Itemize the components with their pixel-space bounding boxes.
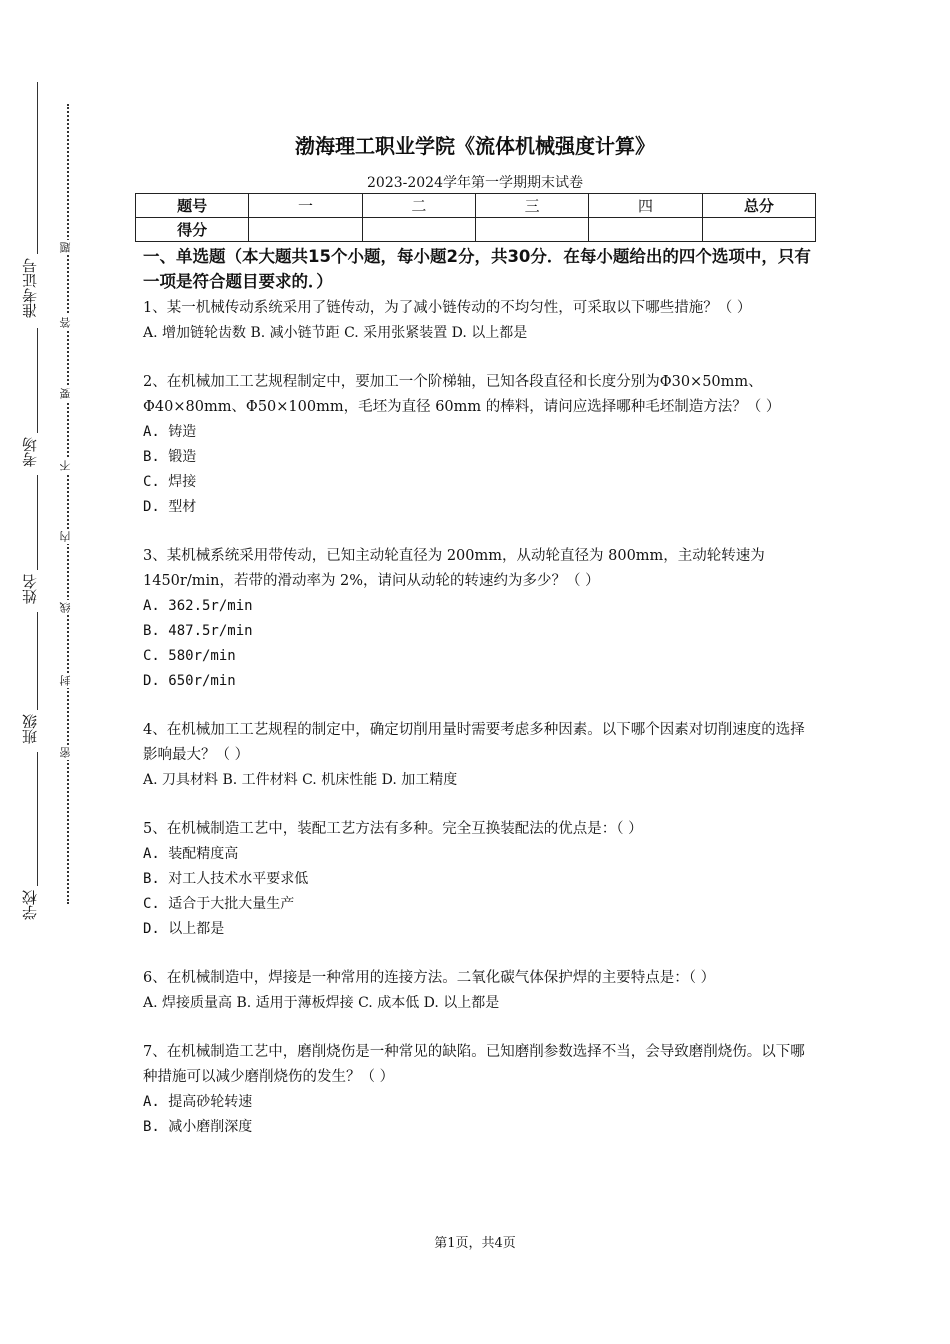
option-b: B. 487.5r/min <box>143 623 253 639</box>
binding-line <box>37 82 38 254</box>
seal-char: 不 <box>59 460 72 471</box>
option-c: C. 适合于大批大量生产 <box>143 896 295 912</box>
question-2 <box>143 370 815 520</box>
options-inline: A. 焊接质量高 B. 适用于薄板焊接 C. 成本低 D. 以上都是 <box>143 995 500 1011</box>
binding-margin <box>0 0 100 1344</box>
question-3 <box>143 544 815 694</box>
binding-line <box>37 752 38 886</box>
section-heading: 一、单选题（本大题共15个小题，每小题2分，共30分．在每小题给出的四个选项中，只有一项是符合题目要求的．） <box>143 247 811 291</box>
score-cell <box>702 218 815 242</box>
question-6 <box>143 966 815 1016</box>
score-row-label: 得分 <box>136 218 249 242</box>
binding-line <box>37 328 38 433</box>
option-a: A. 铸造 <box>143 424 197 440</box>
options-inline: A. 增加链轮齿数 B. 减小链节距 C. 采用张紧装置 D. 以上都是 <box>143 325 528 341</box>
score-header-cell: 二 <box>362 194 475 218</box>
label-exam-room: 考场 <box>21 437 39 467</box>
question-7 <box>143 1040 815 1140</box>
option-d: D. 以上都是 <box>143 921 225 937</box>
question-text: 3、某机械系统采用带传动，已知主动轮直径为 200mm，从动轮直径为 800mm，主动轮转速为 1450r/min，若带的滑动率为 2%，请问从动轮的转速约为多少？（ ） <box>143 548 765 589</box>
seal-dotted-line <box>67 104 69 904</box>
score-cell <box>249 218 362 242</box>
exam-subtitle: 2023-2024学年第一学期期末试卷 <box>367 175 583 191</box>
score-table-score-row <box>136 218 816 242</box>
option-a: A. 提高砂轮转速 <box>143 1094 253 1110</box>
score-cell <box>589 218 702 242</box>
seal-char: 线 <box>59 602 72 613</box>
score-header-cell: 三 <box>475 194 588 218</box>
question-4 <box>143 718 815 793</box>
score-cell <box>475 218 588 242</box>
seal-char: 要 <box>59 388 72 399</box>
option-a: A. 装配精度高 <box>143 846 239 862</box>
seal-char: 题 <box>59 242 72 253</box>
score-header-cell: 题号 <box>136 194 249 218</box>
question-text: 5、在机械制造工艺中，装配工艺方法有多种。完全互换装配法的优点是：（ ） <box>143 821 643 837</box>
score-header-cell: 总分 <box>702 194 815 218</box>
option-b: B. 对工人技术水平要求低 <box>143 871 309 887</box>
score-cell <box>362 218 475 242</box>
question-text: 6、在机械制造中，焊接是一种常用的连接方法。二氧化碳气体保护焊的主要特点是：（ ） <box>143 970 716 986</box>
option-c: C. 580r/min <box>143 648 236 664</box>
label-class: 班级 <box>21 714 39 744</box>
seal-char: 内 <box>59 531 72 542</box>
question-5 <box>143 817 815 942</box>
question-text: 4、在机械加工工艺规程的制定中，确定切削用量时需要考虑多种因素。以下哪个因素对切削速度的选择影响最大？（ ） <box>143 722 805 763</box>
option-b: B. 锻造 <box>143 449 197 465</box>
question-options <box>143 768 815 793</box>
binding-line <box>37 612 38 710</box>
label-exam-number: 准考证号 <box>21 258 39 318</box>
seal-char: 封 <box>59 675 72 686</box>
question-text: 2、在机械加工工艺规程制定中，要加工一个阶梯轴，已知各段直径和长度分别为Φ30×50mm、Φ40×80mm、Φ50×100mm，毛坯为直径 60mm 的棒料，请问应选择哪种毛坯制造方法？（ ） <box>143 374 781 415</box>
question-options <box>143 991 815 1016</box>
label-school: 学校 <box>21 890 39 920</box>
score-table <box>135 193 816 242</box>
question-text: 1、某一机械传动系统采用了链传动，为了减小链传动的不均匀性，可采取以下哪些措施？（ ） <box>143 300 752 316</box>
question-options <box>143 321 815 346</box>
seal-char: 答 <box>59 317 72 328</box>
seal-char: 密 <box>59 747 72 758</box>
options-inline: A. 刀具材料 B. 工件材料 C. 机床性能 D. 加工精度 <box>143 772 458 788</box>
score-header-cell: 四 <box>589 194 702 218</box>
exam-content <box>143 244 815 1164</box>
binding-line <box>37 475 38 570</box>
option-c: C. 焊接 <box>143 474 197 490</box>
exam-title: 渤海理工职业学院《流体机械强度计算》 <box>295 134 655 158</box>
page-footer: 第1页，共4页 <box>434 1236 516 1251</box>
question-1 <box>143 296 815 346</box>
option-d: D. 650r/min <box>143 673 236 689</box>
option-b: B. 减小磨削深度 <box>143 1119 253 1135</box>
option-d: D. 型材 <box>143 499 197 515</box>
option-a: A. 362.5r/min <box>143 598 253 614</box>
score-table-header-row <box>136 194 816 218</box>
label-name: 姓名 <box>21 574 39 604</box>
question-text: 7、在机械制造工艺中，磨削烧伤是一种常见的缺陷。已知磨削参数选择不当，会导致磨削烧伤。以下哪种措施可以减少磨削烧伤的发生？（ ） <box>143 1044 805 1085</box>
score-header-cell: 一 <box>249 194 362 218</box>
